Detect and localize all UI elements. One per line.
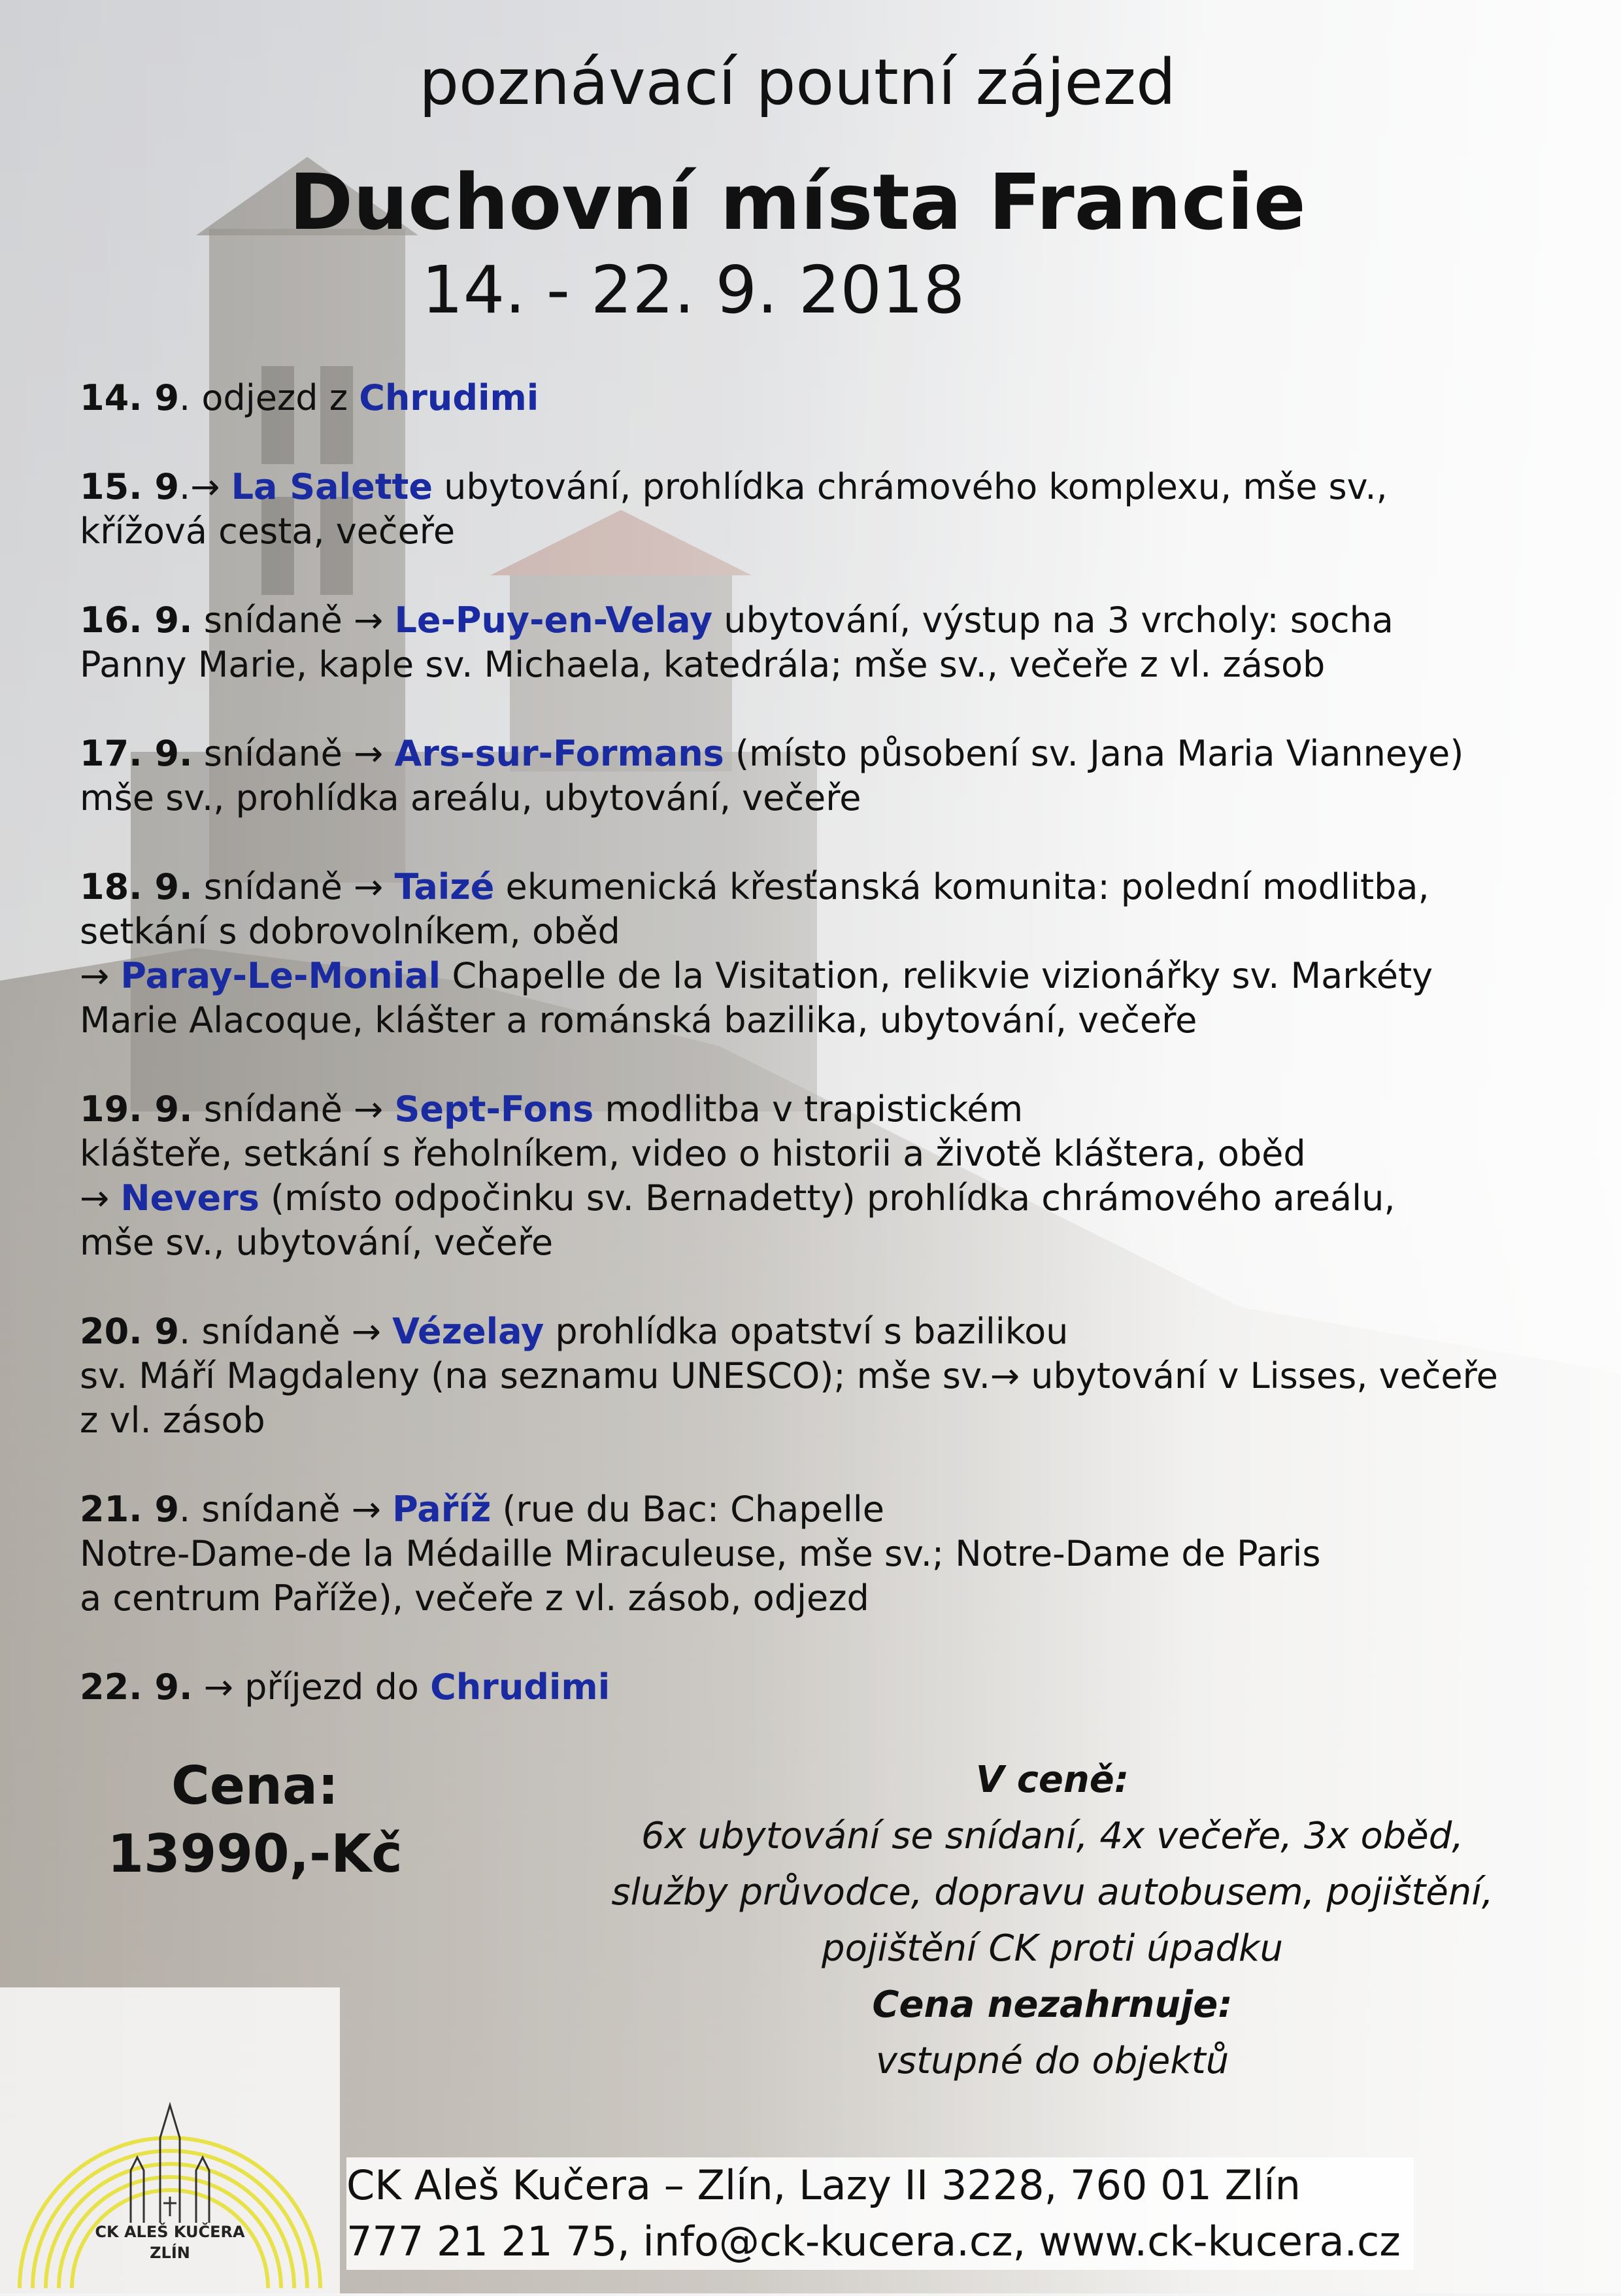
itinerary-line: [80, 376, 1537, 420]
place-name: Paříž: [392, 1489, 492, 1530]
itinerary-day: [80, 598, 1537, 687]
itinerary-text: ekumenická křesťanská komunita: polední modlitba,: [494, 866, 1429, 907]
itinerary-text: snídaně →: [192, 1089, 395, 1130]
itinerary-text: mše sv., ubytování, večeře: [80, 1222, 554, 1263]
itinerary-text: Panny Marie, kaple sv. Michaela, katedrála; mše sv., večeře z vl. zásob: [80, 644, 1326, 685]
includes-heading: V ceně:: [975, 1759, 1129, 1801]
place-name: Sept-Fons: [394, 1089, 594, 1130]
itinerary-day: [80, 1087, 1537, 1265]
itinerary-line: [80, 909, 1537, 954]
itinerary-text: prohlídka opatství s bazilikou: [544, 1311, 1069, 1352]
itinerary-line: [80, 598, 1537, 643]
place-name: La Salette: [231, 466, 433, 507]
itinerary-text: . odjezd z: [179, 377, 359, 418]
itinerary-text: mše sv., prohlídka areálu, ubytování, večeře: [80, 777, 861, 819]
price-label: Cena:: [171, 1755, 339, 1816]
itinerary-text: Chapelle de la Visitation, relikvie vizionářky sv. Markéty: [441, 955, 1433, 996]
itinerary-line: [80, 1354, 1537, 1398]
itinerary-text: modlitba v trapistickém: [593, 1089, 1024, 1130]
itinerary-text: . snídaně →: [179, 1311, 393, 1352]
day-date: 21. 9: [80, 1489, 180, 1530]
day-date: 17. 9.: [80, 733, 193, 774]
place-name: Chrudimi: [359, 377, 539, 418]
itinerary-line: [80, 1576, 1537, 1621]
itinerary-line: [80, 1487, 1537, 1532]
contact-info: [346, 2157, 1414, 2270]
itinerary-text: a centrum Paříže), večeře z vl. zásob, odjezd: [80, 1578, 869, 1619]
logo-city: ZLÍN: [150, 2244, 190, 2262]
itinerary-day: [80, 865, 1537, 1043]
itinerary-text: Notre-Dame-de la Médaille Miraculeuse, mše sv.; Notre-Dame de Paris: [80, 1533, 1321, 1574]
itinerary-day: [80, 1309, 1537, 1443]
place-name: Taizé: [394, 866, 495, 907]
itinerary-line: [80, 1665, 1537, 1710]
itinerary-text: ubytování, prohlídka chrámového komplexu, mše sv.,: [433, 466, 1388, 507]
itinerary-line: [80, 1532, 1537, 1576]
itinerary-text: (rue du Bac: Chapelle: [491, 1489, 884, 1530]
includes-line: služby průvodce, dopravu autobusem, pojištění,: [611, 1871, 1494, 1914]
place-name: Ars-sur-Formans: [394, 733, 724, 774]
itinerary-text: Marie Alacoque, klášter a románská bazilika, ubytování, večeře: [80, 1000, 1197, 1041]
day-date: 16. 9.: [80, 599, 193, 641]
company-logo: [0, 1987, 340, 2293]
day-date: 22. 9.: [80, 1666, 193, 1708]
itinerary-text: → příjezd do: [192, 1666, 431, 1708]
itinerary-text: (místo působení sv. Jana Maria Vianneye): [724, 733, 1464, 774]
itinerary-text: . snídaně →: [179, 1489, 393, 1530]
includes-line: pojištění CK proti úpadku: [822, 1927, 1283, 1970]
itinerary-text: sv. Máří Magdaleny (na seznamu UNESCO); mše sv.→ ubytování v Lisses, večeře: [80, 1355, 1498, 1396]
itinerary-line: [80, 643, 1537, 687]
itinerary-line: [80, 776, 1537, 820]
includes-line: 6x ubytování se snídaní, 4x večeře, 3x oběd,: [641, 1815, 1464, 1857]
place-name: Le-Puy-en-Velay: [394, 599, 713, 641]
day-date: 20. 9: [80, 1311, 180, 1352]
itinerary-line: [80, 1398, 1537, 1443]
itinerary-text: →: [80, 955, 121, 996]
place-name: Vézelay: [392, 1311, 544, 1352]
day-date: 18. 9.: [80, 866, 193, 907]
itinerary-text: snídaně →: [192, 866, 395, 907]
place-name: Nevers: [120, 1177, 259, 1219]
price-includes: [543, 1752, 1562, 2089]
itinerary: [80, 376, 1537, 1754]
itinerary-day: [80, 1487, 1537, 1621]
place-name: Paray-Le-Monial: [120, 955, 441, 996]
logo-name: CK ALEŠ KUČERA: [95, 2223, 245, 2241]
itinerary-line: [80, 1087, 1537, 1132]
itinerary-text: snídaně →: [192, 733, 395, 774]
itinerary-text: křížová cesta, večeře: [80, 511, 456, 552]
itinerary-text: z vl. zásob: [80, 1400, 265, 1441]
itinerary-line: [80, 1221, 1537, 1265]
itinerary-text: klášteře, setkání s řeholníkem, video o historii a životě kláštera, oběd: [80, 1133, 1306, 1174]
itinerary-line: [80, 732, 1537, 776]
itinerary-text: setkání s dobrovolníkem, oběd: [80, 911, 620, 952]
itinerary-text: (místo odpočinku sv. Bernadetty) prohlídka chrámového areálu,: [259, 1177, 1395, 1219]
itinerary-line: [80, 998, 1537, 1043]
itinerary-day: [80, 376, 1537, 420]
itinerary-day: [80, 732, 1537, 820]
itinerary-text: snídaně →: [192, 599, 395, 641]
price-block: [85, 1752, 425, 1888]
day-date: 14. 9: [80, 377, 180, 418]
itinerary-line: [80, 509, 1537, 554]
itinerary-text: ubytování, výstup na 3 vrcholy: socha: [712, 599, 1394, 641]
itinerary-line: [80, 465, 1537, 509]
itinerary-line: [80, 865, 1537, 909]
contact-address: CK Aleš Kučera – Zlín, Lazy II 3228, 760 01 Zlín: [346, 2161, 1301, 2209]
excludes-heading: Cena nezahrnuje:: [872, 1984, 1233, 2026]
place-name: Chrudimi: [430, 1666, 610, 1708]
excludes-line: vstupné do objektů: [875, 2040, 1229, 2082]
day-date: 19. 9.: [80, 1089, 193, 1130]
contact-phone-web: 777 21 21 75, info@ck-kucera.cz, www.ck-kucera.cz: [346, 2218, 1401, 2265]
itinerary-line: [80, 1132, 1537, 1176]
itinerary-text: →: [80, 1177, 121, 1219]
itinerary-line: [80, 1176, 1537, 1221]
day-date: 15. 9: [80, 466, 180, 507]
trip-subtitle: poznávací poutní zájezd: [419, 46, 1176, 119]
itinerary-line: [80, 1309, 1537, 1354]
itinerary-text: .→: [179, 466, 231, 507]
itinerary-line: [80, 954, 1537, 998]
trip-title: Duchovní místa Francie: [289, 157, 1306, 247]
price-value: 13990,-Kč: [107, 1823, 403, 1884]
itinerary-day: [80, 1665, 1537, 1710]
itinerary-day: [80, 465, 1537, 554]
trip-dates: 14. - 22. 9. 2018: [422, 252, 965, 328]
